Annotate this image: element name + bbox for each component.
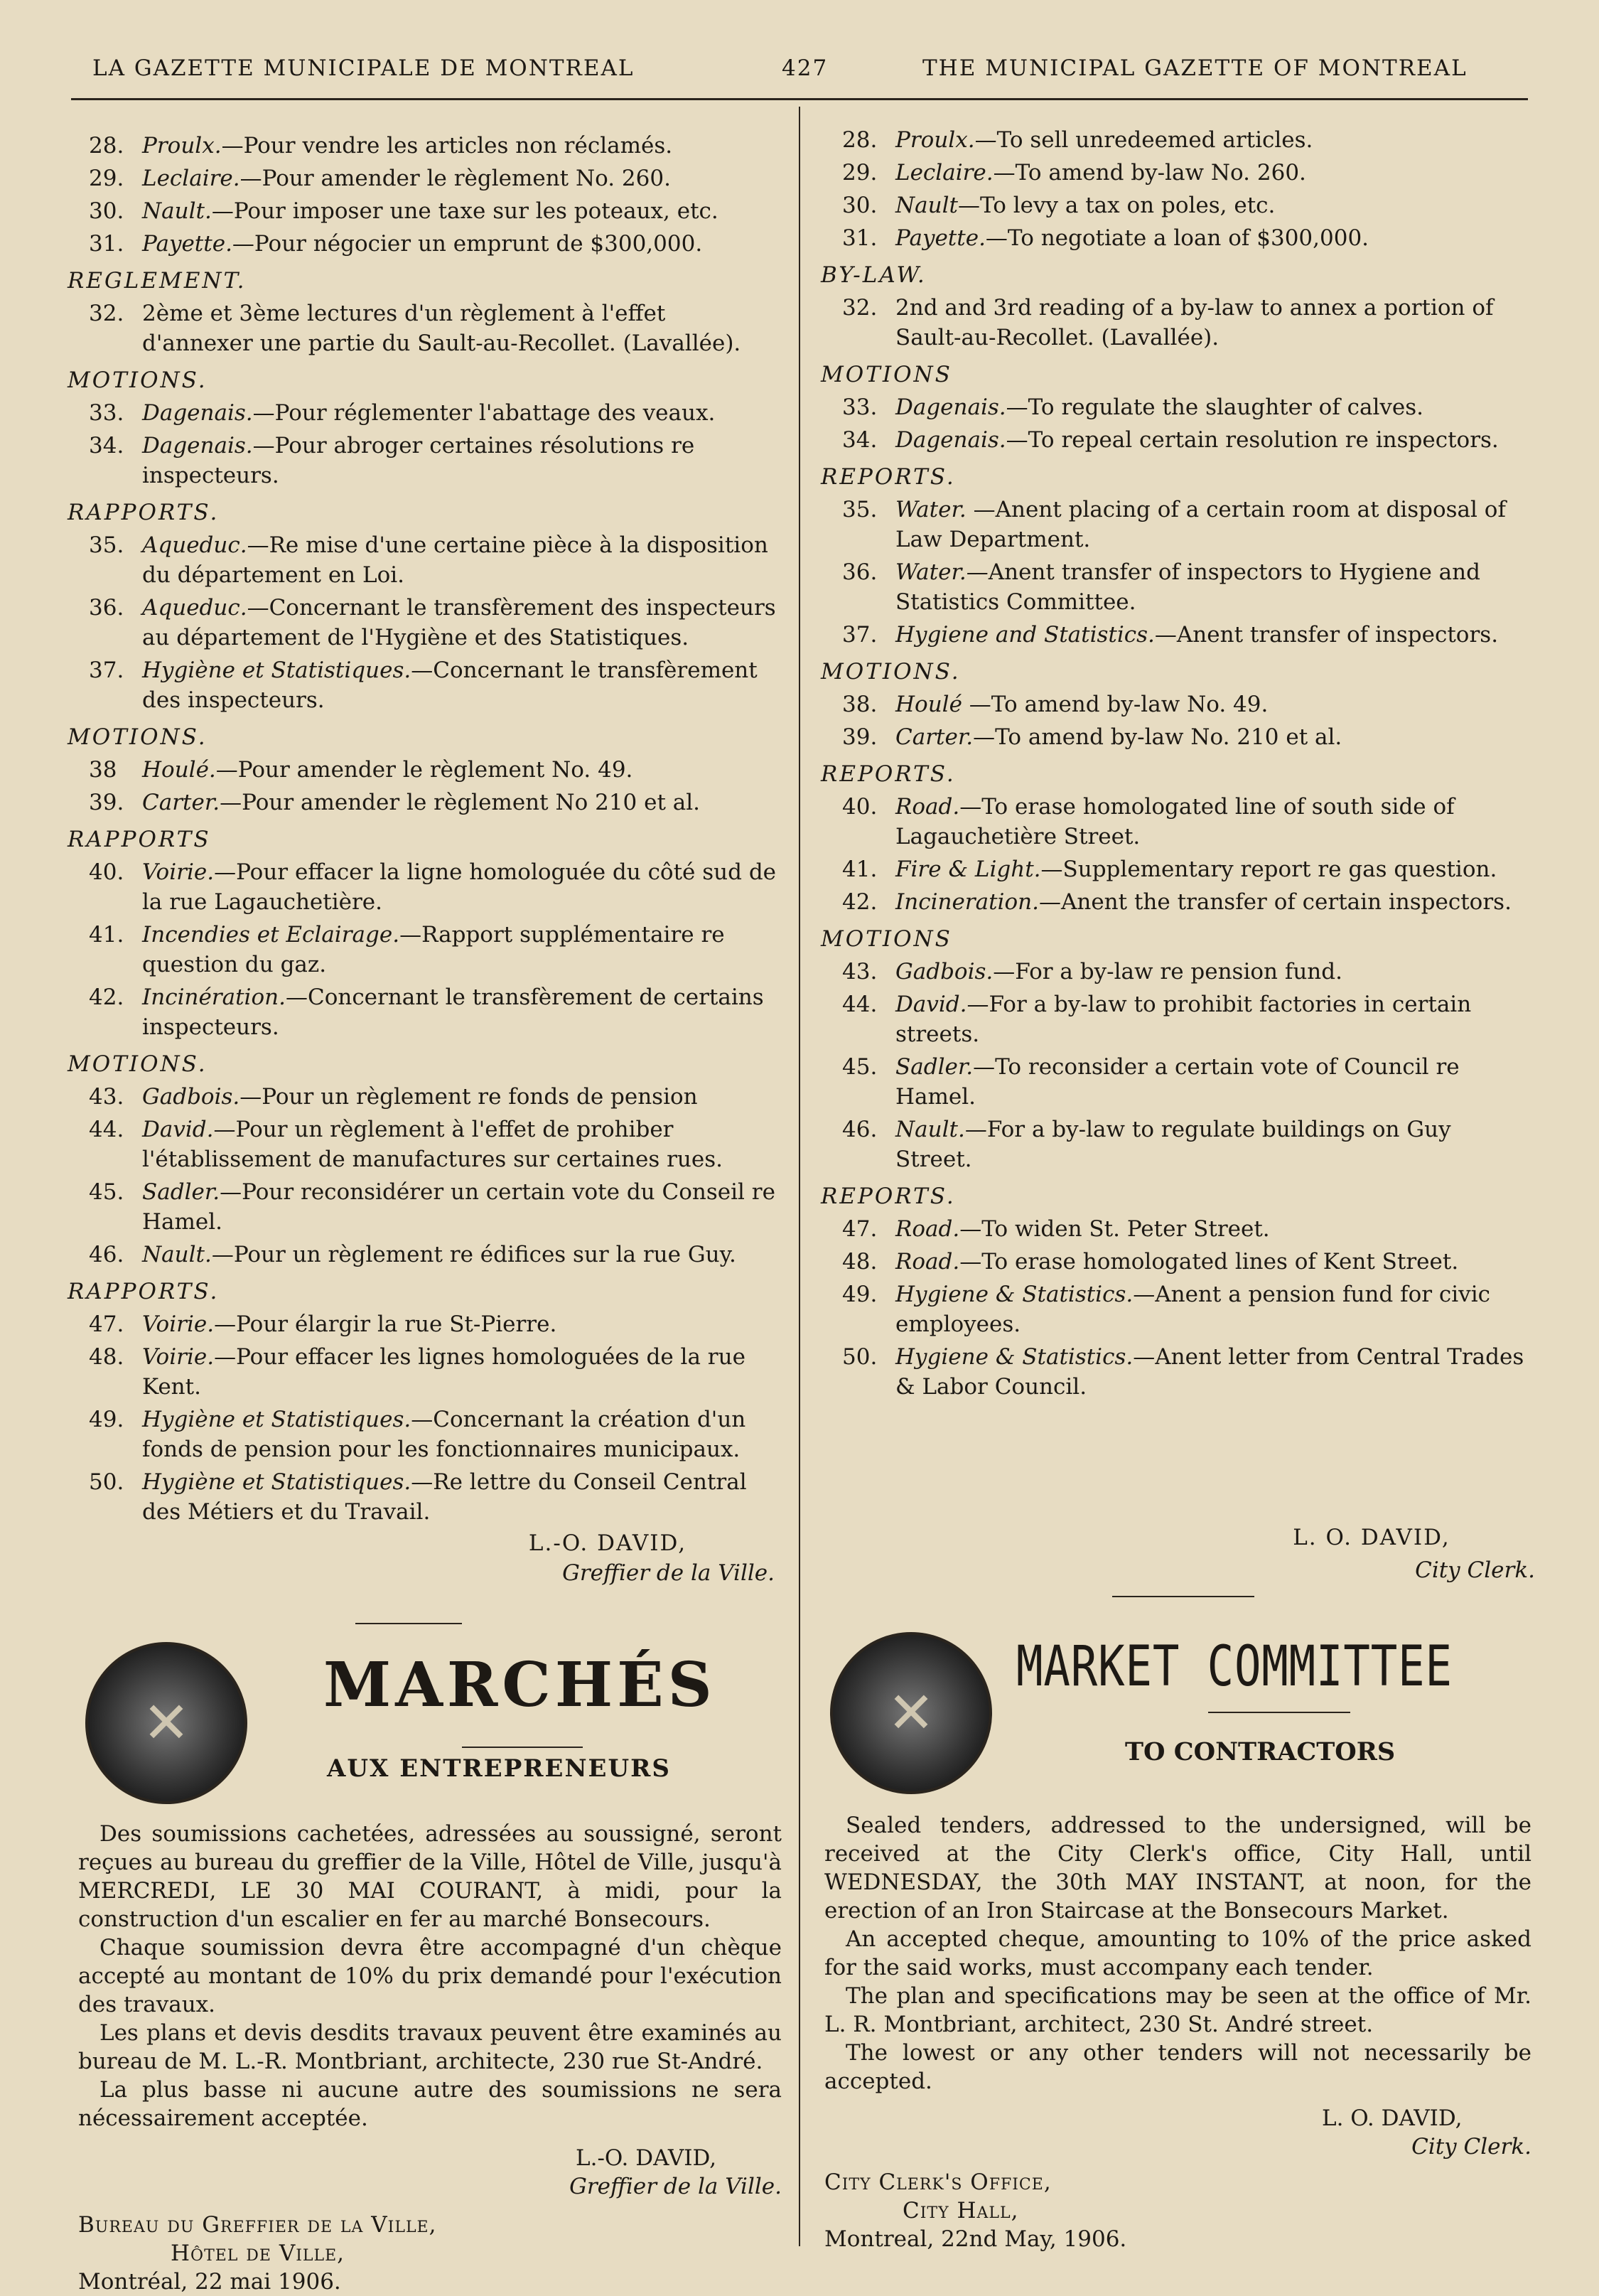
section-heading: BY-LAW. (821, 262, 927, 288)
item-text: —Anent a pension fund for civic employees. (895, 1282, 1490, 1337)
marches-subtitle: AUX ENTREPRENEURS (327, 1754, 671, 1783)
item-name: Voirie. (142, 1344, 215, 1370)
marches-title-rule (462, 1747, 583, 1748)
section-heading: MOTIONS. (68, 724, 208, 750)
item-text: —Anent placing of a certain room at disposal of Law Department. (895, 497, 1506, 552)
agenda-item (821, 1115, 1531, 1174)
item-text: —Concernant le transfèrement de certains inspecteurs. (142, 985, 764, 1040)
item-name: Incendies et Eclairage. (142, 922, 400, 948)
item-text: —Pour amender le règlement No. 49. (215, 757, 633, 783)
agenda-item (68, 1467, 778, 1527)
item-text: —Pour un règlement re édifices sur la rue Guy. (211, 1242, 736, 1267)
marches-p2: Chaque soumission devra être accompagné d'un chèque accepté au montant de 10% du prix demandé pour l'exécution des travaux. (78, 1935, 782, 2017)
agenda-item (68, 593, 778, 653)
item-text: —To erase homologated line of south side of Lagauchetière Street. (895, 794, 1455, 849)
marches-p4: La plus basse ni aucune autre des soumissions ne sera nécessairement acceptée. (78, 2077, 782, 2131)
agenda-item (68, 398, 778, 428)
market-p1: Sealed tenders, addressed to the undersigned, will be received at the City Clerk's office, City Hall, until WEDNESDAY, the 30th MAY INSTANT, at noon, for the erection of an Iron Staircase at the Bonsecours Market. (824, 1813, 1531, 1924)
section-heading: RAPPORTS. (68, 1279, 220, 1304)
item-text: —Pour réglementer l'abattage des veaux. (252, 400, 716, 426)
agenda-item (821, 1342, 1531, 1402)
market-foot2: City Hall, (903, 2198, 1019, 2223)
item-name: Proulx. (142, 133, 222, 159)
item-text: —Anent transfer of inspectors to Hygiene and Statistics Committee. (895, 559, 1480, 615)
item-number: 41. (842, 857, 878, 882)
header-right: THE MUNICIPAL GAZETTE OF MONTREAL (922, 55, 1468, 81)
item-name: Dagenais. (895, 427, 1006, 453)
item-text: —To repeal certain resolution re inspectors. (1006, 427, 1499, 453)
section-heading: MOTIONS. (68, 1051, 208, 1077)
item-number: 36. (842, 559, 878, 585)
item-text: —For a by-law to regulate buildings on Guy Street. (895, 1117, 1451, 1172)
item-name: Leclaire. (895, 160, 994, 186)
item-name: Dagenais. (895, 395, 1006, 420)
section-heading: REPORTS. (821, 1184, 956, 1209)
item-text: —To widen St. Peter Street. (959, 1216, 1270, 1242)
agenda-item (821, 1052, 1531, 1112)
item-number: 40. (842, 794, 878, 820)
item-text: —Pour un règlement re fonds de pension (239, 1084, 698, 1110)
marches-p1: Des soumissions cachetées, adressées au soussigné, seront reçues au bureau du greffier de la Ville, Hôtel de Ville, jusqu'à MERCREDI, LE 30 MAI COURANT, à midi, pour la construction d'un escalier en fer au marché Bonsecours. (78, 1821, 782, 1932)
agenda-item (821, 1214, 1531, 1244)
item-text: 2nd and 3rd reading of a by-law to annex a portion of Sault-au-Recollet. (Lavallée). (895, 295, 1494, 350)
item-text: —To amend by-law No. 210 et al. (973, 724, 1342, 750)
item-name: Hygiene & Statistics. (895, 1344, 1134, 1370)
market-p4: The lowest or any other tenders will not necessarily be accepted. (824, 2040, 1531, 2094)
item-text: —Pour élargir la rue St-Pierre. (214, 1311, 557, 1337)
item-number: 50. (842, 1344, 878, 1370)
item-name: Proulx. (895, 127, 975, 153)
item-name: Incinération. (142, 985, 286, 1010)
agenda-item (821, 620, 1531, 650)
marches-foot3: Montréal, 22 mai 1906. (78, 2269, 341, 2295)
item-name: Hygiène et Statistiques. (142, 658, 411, 683)
item-text: —To negotiate a loan of $300,000. (985, 225, 1369, 251)
item-number: 47. (89, 1311, 124, 1337)
item-text: —Pour négocier un emprunt de $300,000. (232, 231, 703, 257)
item-text: —Pour un règlement à l'effet de prohiber l'établissement de manufactures sur certaines rues. (142, 1117, 723, 1172)
item-number: 49. (89, 1407, 124, 1432)
item-number: 41. (89, 922, 124, 948)
agenda-item (821, 223, 1531, 253)
item-number: 44. (89, 1117, 124, 1142)
item-name: Hygiene and Statistics. (895, 622, 1155, 648)
agenda-item (68, 788, 778, 817)
agenda-item (821, 792, 1531, 852)
agenda-item (821, 690, 1531, 719)
item-name: Houlé. (142, 757, 216, 783)
item-name: Road. (895, 794, 960, 820)
item-name: Aqueduc. (142, 595, 247, 621)
agenda-item (68, 1115, 778, 1174)
market-body (824, 1811, 1531, 2253)
agenda-item (821, 125, 1531, 155)
market-p3: The plan and specifications may be seen at the office of Mr. L. R. Montbriant, architect, 230 St. André street. (824, 1983, 1531, 2037)
item-number: 28. (89, 133, 124, 159)
agenda-item (68, 1177, 778, 1237)
item-name: Dagenais. (142, 400, 253, 426)
item-number: 29. (89, 166, 124, 191)
agenda-item (821, 1247, 1531, 1277)
item-number: 45. (842, 1054, 878, 1080)
item-number: 48. (842, 1249, 878, 1275)
item-number: 49. (842, 1282, 878, 1307)
agenda-item (68, 1342, 778, 1402)
item-number: 35. (842, 497, 878, 522)
item-name: Sadler. (142, 1179, 220, 1205)
header-left: LA GAZETTE MUNICIPALE DE MONTREAL (92, 55, 635, 81)
item-text: —Pour effacer la ligne homologuée du côté sud de la rue Lagauchetière. (142, 859, 777, 915)
item-name: Aqueduc. (142, 532, 247, 558)
item-name: Road. (895, 1249, 960, 1275)
item-number: 30. (89, 198, 124, 224)
seal-right (830, 1632, 992, 1794)
item-name: Gadbois. (142, 1084, 240, 1110)
item-text: —To levy a tax on poles, etc. (957, 193, 1276, 218)
item-name: Payette. (895, 225, 986, 251)
item-number: 38 (89, 757, 117, 783)
item-text: —Concernant le transfèrement des inspecteurs. (142, 658, 758, 713)
item-name: Houlé (895, 692, 962, 717)
agenda-item (68, 755, 778, 785)
item-name: Nault. (142, 1242, 212, 1267)
item-name: Carter. (142, 790, 220, 815)
item-number: 37. (842, 622, 878, 648)
item-name: Hygiene & Statistics. (895, 1282, 1134, 1307)
item-name: Nault. (142, 198, 212, 224)
item-text: —Pour reconsidérer un certain vote du Conseil re Hamel. (142, 1179, 775, 1235)
item-number: 42. (89, 985, 124, 1010)
item-name: Fire & Light. (895, 857, 1041, 882)
item-number: 43. (89, 1084, 124, 1110)
item-number: 32. (89, 301, 124, 326)
section-heading: RAPPORTS. (68, 500, 220, 525)
item-text: —Concernant la création d'un fonds de pension pour les fonctionnaires municipaux. (142, 1407, 746, 1462)
item-number: 32. (842, 295, 878, 321)
agenda-item (821, 989, 1531, 1049)
section-heading: REGLEMENT. (68, 268, 247, 294)
item-name: Voirie. (142, 1311, 215, 1337)
item-text: —Pour vendre les articles non réclamés. (221, 133, 673, 159)
item-number: 39. (842, 724, 878, 750)
column-divider (799, 107, 800, 2246)
item-name: Payette. (142, 231, 232, 257)
item-name: Voirie. (142, 859, 215, 885)
agenda-item (68, 431, 778, 490)
item-number: 40. (89, 859, 124, 885)
item-text: —Pour effacer les lignes homologuées de la rue Kent. (142, 1344, 745, 1400)
item-number: 37. (89, 658, 124, 683)
item-name: Leclaire. (142, 166, 240, 191)
item-number: 43. (842, 959, 878, 985)
market-sig-title: City Clerk. (1411, 2134, 1531, 2160)
section-heading: MOTIONS. (821, 659, 961, 685)
right-sig-name: L. O. DAVID, (1293, 1525, 1450, 1550)
item-text: —For a by-law to prohibit factories in certain streets. (895, 992, 1472, 1047)
item-number: 29. (842, 160, 878, 186)
agenda-item (68, 229, 778, 259)
seal-left (85, 1642, 247, 1804)
agenda-item (821, 158, 1531, 188)
agenda-item (68, 920, 778, 980)
section-heading: RAPPORTS (68, 827, 211, 852)
item-number: 36. (89, 595, 124, 621)
agenda-item (68, 163, 778, 193)
item-text: —To amend by-law No. 260. (993, 160, 1306, 186)
agenda-item (821, 293, 1531, 353)
marches-foot1: Bureau du Greffier de la Ville, (78, 2212, 437, 2238)
section-heading: MOTIONS (821, 926, 952, 952)
item-number: 47. (842, 1216, 878, 1242)
seal-cross-icon: ✕ (142, 1690, 190, 1756)
item-name: Hygiène et Statistiques. (142, 1469, 411, 1495)
left-sig-title: Greffier de la Ville. (562, 1560, 775, 1586)
agenda-item (68, 1405, 778, 1464)
header-rule (71, 98, 1528, 100)
market-sig-name: L. O. DAVID, (1322, 2105, 1463, 2131)
item-text: —To amend by-law No. 49. (962, 692, 1269, 717)
section-heading: MOTIONS. (68, 368, 208, 393)
agenda-item (68, 196, 778, 226)
agenda-item (68, 1309, 778, 1339)
agenda-item (821, 957, 1531, 987)
item-text: —To regulate the slaughter of calves. (1006, 395, 1424, 420)
item-text: —Concernant le transfèrement des inspecteurs au département de l'Hygiène et des Statistiques. (142, 595, 776, 650)
agenda-item (821, 191, 1531, 220)
item-number: 39. (89, 790, 124, 815)
item-number: 44. (842, 992, 878, 1017)
item-text: 2ème et 3ème lectures d'un règlement à l'effet d'annexer une partie du Sault-au-Recollet. (Lavallée). (142, 301, 741, 356)
item-text: —To erase homologated lines of Kent Street. (959, 1249, 1459, 1275)
item-text: —For a by-law re pension fund. (993, 959, 1342, 985)
item-name: Gadbois. (895, 959, 994, 985)
item-text: —Pour amender le règlement No. 260. (239, 166, 671, 191)
market-title-rule (1208, 1712, 1350, 1713)
item-number: 48. (89, 1344, 124, 1370)
left-signature (441, 1528, 775, 1588)
marches-p3: Les plans et devis desdits travaux peuvent être examinés au bureau de M. L.-R. Montbriant, architecte, 230 rue St-André. (78, 2020, 782, 2074)
agenda-item (68, 857, 778, 917)
agenda-item (821, 557, 1531, 617)
market-foot1: City Clerk's Office, (824, 2169, 1052, 2195)
item-text: —To reconsider a certain vote of Council re Hamel. (895, 1054, 1460, 1110)
item-name: Sadler. (895, 1054, 974, 1080)
page-number: 427 (782, 55, 829, 81)
item-number: 31. (89, 231, 124, 257)
item-text: —Pour abroger certaines résolutions re inspecteurs. (142, 433, 695, 488)
agenda-item (68, 655, 778, 715)
item-number: 50. (89, 1469, 124, 1495)
item-number: 38. (842, 692, 878, 717)
item-number: 42. (842, 889, 878, 915)
market-foot3: Montreal, 22nd May, 1906. (824, 2226, 1127, 2252)
item-number: 35. (89, 532, 124, 558)
item-name: Carter. (895, 724, 974, 750)
agenda-item (68, 1082, 778, 1112)
item-text: —Re mise d'une certaine pièce à la disposition du département en Loi. (142, 532, 768, 588)
item-number: 31. (842, 225, 878, 251)
marches-sig-title: Greffier de la Ville. (569, 2174, 782, 2199)
item-number: 33. (842, 395, 878, 420)
agenda-item (821, 854, 1531, 884)
item-name: David. (895, 992, 967, 1017)
item-number: 34. (842, 427, 878, 453)
agenda-item (68, 1240, 778, 1270)
item-number: 46. (842, 1117, 878, 1142)
item-name: Water. (895, 559, 967, 585)
item-name: Dagenais. (142, 433, 253, 458)
section-heading: REPORTS. (821, 761, 956, 787)
marches-sig-name: L.-O. DAVID, (576, 2145, 717, 2171)
item-text: —Rapport supplémentaire re question du gaz. (142, 922, 725, 977)
item-name: Incineration. (895, 889, 1039, 915)
agenda-item (821, 392, 1531, 422)
right-signature (1208, 1521, 1535, 1587)
item-name: Water. (895, 497, 967, 522)
market-title: MARKET COMMITTEE (1016, 1635, 1453, 1699)
marches-title: MARCHÉS (323, 1649, 716, 1721)
marches-foot2: Hôtel de Ville, (171, 2241, 345, 2266)
left-section-rule (355, 1623, 462, 1624)
agenda-item (68, 131, 778, 161)
item-name: Hygiène et Statistiques. (142, 1407, 411, 1432)
item-text: —Re lettre du Conseil Central des Métiers et du Travail. (142, 1469, 747, 1525)
item-text: —Pour imposer une taxe sur les poteaux, etc. (211, 198, 718, 224)
left-column (68, 128, 778, 1530)
item-number: 33. (89, 400, 124, 426)
item-text: —Anent the transfer of certain inspectors. (1038, 889, 1512, 915)
right-column (821, 122, 1531, 1405)
item-text: —Anent letter from Central Trades & Labor Council. (895, 1344, 1524, 1400)
agenda-item (821, 425, 1531, 455)
item-text: —Supplementary report re gas question. (1040, 857, 1497, 882)
item-number: 30. (842, 193, 878, 218)
item-text: —Anent transfer of inspectors. (1154, 622, 1499, 648)
item-number: 46. (89, 1242, 124, 1267)
item-text: —To sell unredeemed articles. (974, 127, 1313, 153)
section-heading: REPORTS. (821, 464, 956, 490)
agenda-item (68, 530, 778, 590)
seal-cross-icon: ✕ (887, 1680, 935, 1746)
agenda-item (68, 299, 778, 358)
item-name: Nault. (895, 1117, 965, 1142)
agenda-item (821, 722, 1531, 752)
section-heading: MOTIONS (821, 362, 952, 387)
market-subtitle: TO CONTRACTORS (1125, 1737, 1396, 1766)
agenda-item (821, 1280, 1531, 1339)
agenda-item (68, 982, 778, 1042)
item-number: 28. (842, 127, 878, 153)
left-sig-name: L.-O. DAVID, (528, 1530, 687, 1556)
item-number: 45. (89, 1179, 124, 1205)
item-text: —Pour amender le règlement No 210 et al. (220, 790, 701, 815)
market-p2: An accepted cheque, amounting to 10% of the price asked for the said works, must accompany each tender. (824, 1926, 1531, 1980)
agenda-item (821, 495, 1531, 554)
agenda-item (821, 887, 1531, 917)
right-sig-title: City Clerk. (1415, 1557, 1535, 1583)
marches-body (78, 1820, 782, 2296)
item-name: Nault (895, 193, 958, 218)
right-section-rule (1112, 1596, 1254, 1597)
item-name: David. (142, 1117, 214, 1142)
item-number: 34. (89, 433, 124, 458)
item-name: Road. (895, 1216, 960, 1242)
